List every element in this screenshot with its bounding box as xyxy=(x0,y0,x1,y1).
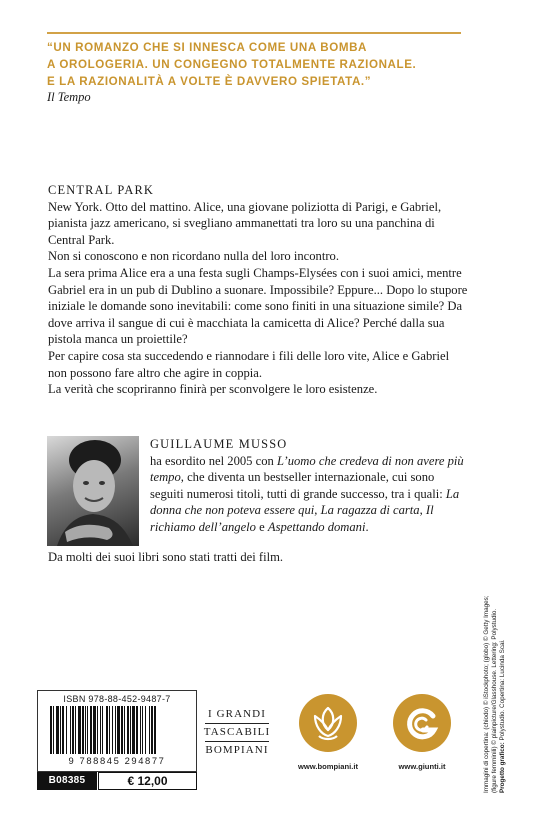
barcode-bar xyxy=(109,706,110,754)
author-bio-tail: Da molti dei suoi libri sono stati tratti dei film. xyxy=(48,550,284,564)
barcode-digits: 9 788845 294877 xyxy=(68,755,166,766)
barcode-bar xyxy=(93,706,96,754)
quote-text xyxy=(47,39,467,90)
barcode-bar xyxy=(140,706,141,754)
barcode-bar xyxy=(100,706,101,754)
series-divider xyxy=(205,723,269,724)
barcode-bar xyxy=(102,706,103,754)
bio-text: , xyxy=(419,503,426,518)
author-bio-text xyxy=(150,453,470,536)
barcode-bar xyxy=(72,706,74,754)
isbn-label: ISBN 978-88-452-9487-7 xyxy=(63,694,171,704)
synopsis xyxy=(48,182,468,398)
quote-line: A OROLOGERIA. UN CONGEGNO TOTALMENTE RAZIONALE. xyxy=(47,58,417,71)
barcode-bar xyxy=(136,706,138,754)
barcode-bar xyxy=(127,706,129,754)
book-title-italic: Aspettando domani xyxy=(267,519,366,534)
barcode-bar xyxy=(106,706,108,754)
barcode-bar xyxy=(62,706,64,754)
credits-line xyxy=(499,523,507,793)
press-quote xyxy=(47,32,467,105)
bio-text: . xyxy=(365,519,369,534)
credits-line: Immagini di copertina: (chiodo) © iStockphoto; (globo) © Getty Images; xyxy=(483,595,490,793)
barcode-bar xyxy=(75,706,76,754)
barcode-bar xyxy=(97,706,98,754)
series-name xyxy=(196,708,278,757)
barcode-bar xyxy=(151,706,153,754)
synopsis-paragraph: New York. Otto del mattino. Alice, una giovane poliziotta di Parigi, e Gabriel, pianista jazz americano, si svegliano ammanettati tra loro su una panchina di Central Park. xyxy=(48,199,442,247)
barcode-bar xyxy=(132,706,135,754)
series-line-3: BOMPIANI xyxy=(205,744,269,756)
synopsis-paragraph: Non si conoscono e non ricordano nulla del loro incontro. xyxy=(48,249,339,264)
author-bio xyxy=(150,436,470,536)
quote-top-rule xyxy=(47,32,461,34)
quote-source: Il Tempo xyxy=(47,90,91,104)
book-title-italic: La ragazza di carta xyxy=(320,503,420,518)
book-title-italic: Il richiamo dell’angelo xyxy=(150,503,434,534)
barcode-box xyxy=(37,690,197,772)
bompiani-url: www.bompiani.it xyxy=(297,762,359,771)
series-line-1: I GRANDI xyxy=(208,708,266,720)
barcode-bar xyxy=(66,706,67,754)
credits-label: Progetto grafico: xyxy=(499,740,507,793)
barcode-bar xyxy=(112,706,113,754)
barcode-bar xyxy=(50,706,52,754)
bio-text: ha esordito nel 2005 con xyxy=(150,453,277,468)
book-title-italic: L’uomo che credeva di non avere più tempo xyxy=(150,453,464,485)
barcode-bar xyxy=(142,706,143,754)
product-code: B08385 xyxy=(37,772,97,790)
book-title-italic: La donna che non poteva essere qui xyxy=(150,486,460,518)
barcode-bar xyxy=(149,706,150,754)
author-photo xyxy=(47,436,139,546)
series-line-2: TASCABILI xyxy=(203,726,271,738)
price: € 12,00 xyxy=(98,772,197,790)
barcode-bar xyxy=(90,706,92,754)
barcode-bar xyxy=(121,706,123,754)
barcode-bar xyxy=(117,706,120,754)
barcode-bar xyxy=(60,706,61,754)
author-name: GUILLAUME MUSSO xyxy=(150,437,288,451)
series-divider xyxy=(205,741,269,742)
bio-text: , che diventa un bestseller internazionale, cui sono seguiti numerosi titoli, tutti di grande successo, tra i quali: xyxy=(150,470,446,501)
barcode-bar xyxy=(85,706,86,754)
barcode-bar xyxy=(124,706,125,754)
barcode-bar xyxy=(115,706,116,754)
barcode-bar xyxy=(154,706,156,754)
credits-line: (figure femminili) © plainpicture/Glasshouse. Lettering: Polystudio. xyxy=(491,608,499,793)
barcode-bar xyxy=(53,706,54,754)
barcode-bar xyxy=(87,706,88,754)
barcode-bar xyxy=(78,706,81,754)
giunti-spiral-logo-icon xyxy=(393,694,451,752)
synopsis-paragraph: La verità che scopriranno finirà per sconvolgere le loro esistenze. xyxy=(48,382,378,397)
synopsis-paragraph: Per capire cosa sta succedendo e riannodare i fili delle loro vite, Alice e Gabriel non possono fare altro che agire in coppia. xyxy=(48,348,450,380)
quote-line: E LA RAZIONALITÀ A VOLTE È DAVVERO SPIETATA.” xyxy=(47,75,372,88)
quote-line: “UN ROMANZO CHE SI INNESCA COME UNA BOMBA xyxy=(47,41,368,54)
bio-text: e xyxy=(255,519,268,534)
book-title: CENTRAL PARK xyxy=(48,183,155,197)
credits-value: Polystudio. Copertina: Lucinda Scai. xyxy=(499,639,507,741)
bio-text: , xyxy=(314,503,321,518)
barcode-bar xyxy=(70,706,71,754)
image-credits xyxy=(483,523,508,793)
barcode-bar xyxy=(145,706,146,754)
bompiani-flower-logo-icon xyxy=(299,694,357,752)
synopsis-paragraph: La sera prima Alice era a una festa sugli Champs-Elysées con i suoi amici, mentre Gabriel era in un pub di Dublino a suonare. Impossibile? Eppure... Dopo lo stupore iniziale le domande sono inevitabili: come sono finiti in una situazione simile? Da dove arriva il sangue di cui è macchiata la camicetta di Alice? Perché dalla sua pistola manca un proiettile? xyxy=(48,265,468,347)
barcode-bar xyxy=(56,706,59,754)
barcode-bars xyxy=(50,706,184,754)
bompiani-logo xyxy=(283,694,373,771)
giunti-logo xyxy=(377,694,467,771)
barcode-bar xyxy=(82,706,84,754)
barcode-bar xyxy=(130,706,131,754)
giunti-url: www.giunti.it xyxy=(398,762,446,771)
